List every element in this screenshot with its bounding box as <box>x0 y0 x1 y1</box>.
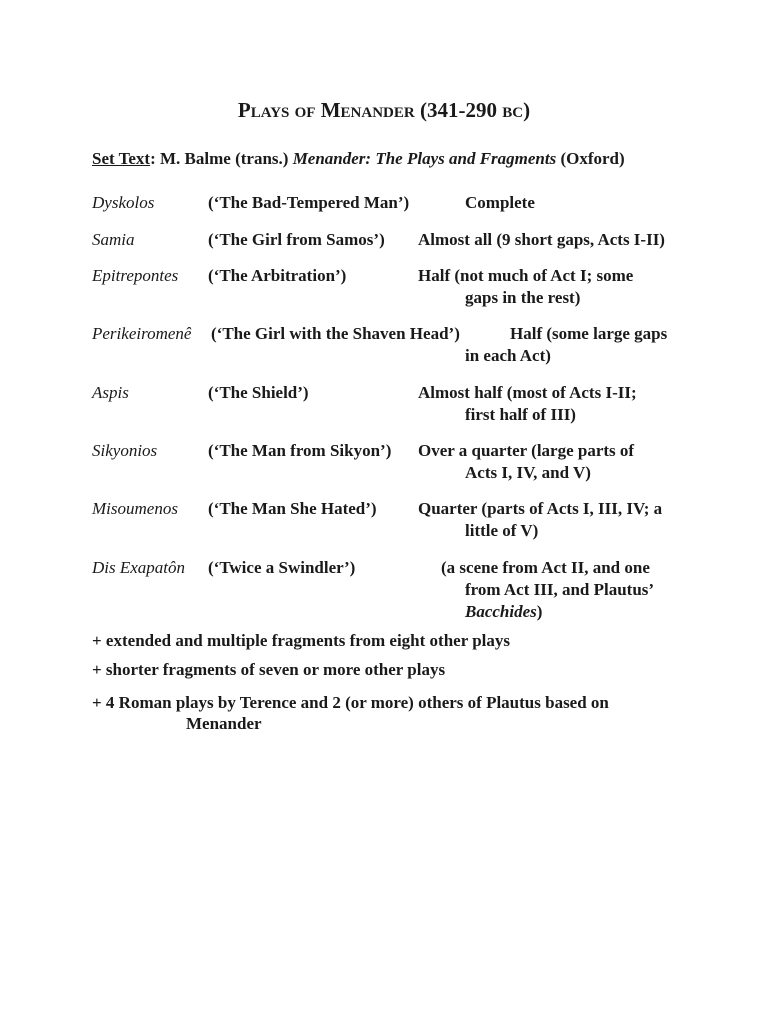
play-survival-cont: little of V) <box>465 521 539 540</box>
play-translation: (‘The Man from Sikyon’) <box>208 441 392 460</box>
play-translation: (‘The Man She Hated’) <box>208 499 377 518</box>
play-survival: Half (not much of Act I; some <box>418 266 634 285</box>
play-survival-cont: first half of III) <box>465 405 576 424</box>
play-name: Dyskolos <box>92 193 155 212</box>
set-text-book-title: Menander: The Plays and Fragments <box>292 149 557 168</box>
note-roman-plays: + 4 Roman plays by Terence and 2 (or more) others of Plautus based on <box>92 693 609 712</box>
title-close: ) <box>523 98 531 122</box>
note-fragments-seven: + shorter fragments of seven or more other plays <box>92 660 446 679</box>
play-name: Dis Exapatôn <box>92 558 186 577</box>
play-survival-cont: from Act III, and Plautus’ <box>465 580 655 599</box>
play-name: Sikyonios <box>92 441 158 460</box>
play-translation: (‘The Bad-Tempered Man’) <box>208 193 410 212</box>
set-text-line <box>92 149 625 169</box>
play-survival-cont: in each Act) <box>465 346 551 365</box>
play-survival-cont: Acts I, IV, and V) <box>465 463 591 482</box>
play-name: Epitrepontes <box>92 266 179 285</box>
set-text-label: Set Text <box>92 149 151 168</box>
play-name: Samia <box>92 230 135 249</box>
set-text-publisher: (Oxford) <box>560 149 625 168</box>
play-survival: Almost all (9 short gaps, Acts I-II) <box>418 230 665 249</box>
play-translation: (‘Twice a Swindler’) <box>208 558 356 577</box>
note-roman-plays-cont: Menander <box>186 714 262 733</box>
play-survival: Almost half (most of Acts I-II; <box>418 383 637 402</box>
play-survival: Over a quarter (large parts of <box>418 441 635 460</box>
play-name: Aspis <box>92 383 129 402</box>
play-survival: Complete <box>465 193 535 212</box>
play-survival: Quarter (parts of Acts I, III, IV; a <box>418 499 663 518</box>
set-text-author: M. Balme (trans.) <box>160 149 289 168</box>
title-bc: bc <box>502 98 524 122</box>
play-translation: (‘The Shield’) <box>208 383 309 402</box>
play-translation: (‘The Arbitration’) <box>208 266 347 285</box>
page-title <box>0 98 768 123</box>
title-years: (341-290 <box>419 98 497 122</box>
note-fragments-eight: + extended and multiple fragments from eight other plays <box>92 631 510 650</box>
play-name: Misoumenos <box>92 499 178 518</box>
play-translation: (‘The Girl from Samos’) <box>208 230 385 249</box>
play-survival-cont: gaps in the rest) <box>465 288 581 307</box>
play-survival-cont-2 <box>465 602 542 622</box>
play-name: Perikeiromenê <box>92 324 192 343</box>
set-text-colon: : <box>150 149 156 168</box>
play-survival: (a scene from Act II, and one <box>441 558 650 577</box>
title-caps: Plays of Menander <box>237 98 415 122</box>
play-translation: (‘The Girl with the Shaven Head’) <box>211 324 460 343</box>
closing-paren: ) <box>536 602 543 621</box>
bacchides-title: Bacchides <box>465 602 537 621</box>
play-survival: Half (some large gaps <box>510 324 668 343</box>
